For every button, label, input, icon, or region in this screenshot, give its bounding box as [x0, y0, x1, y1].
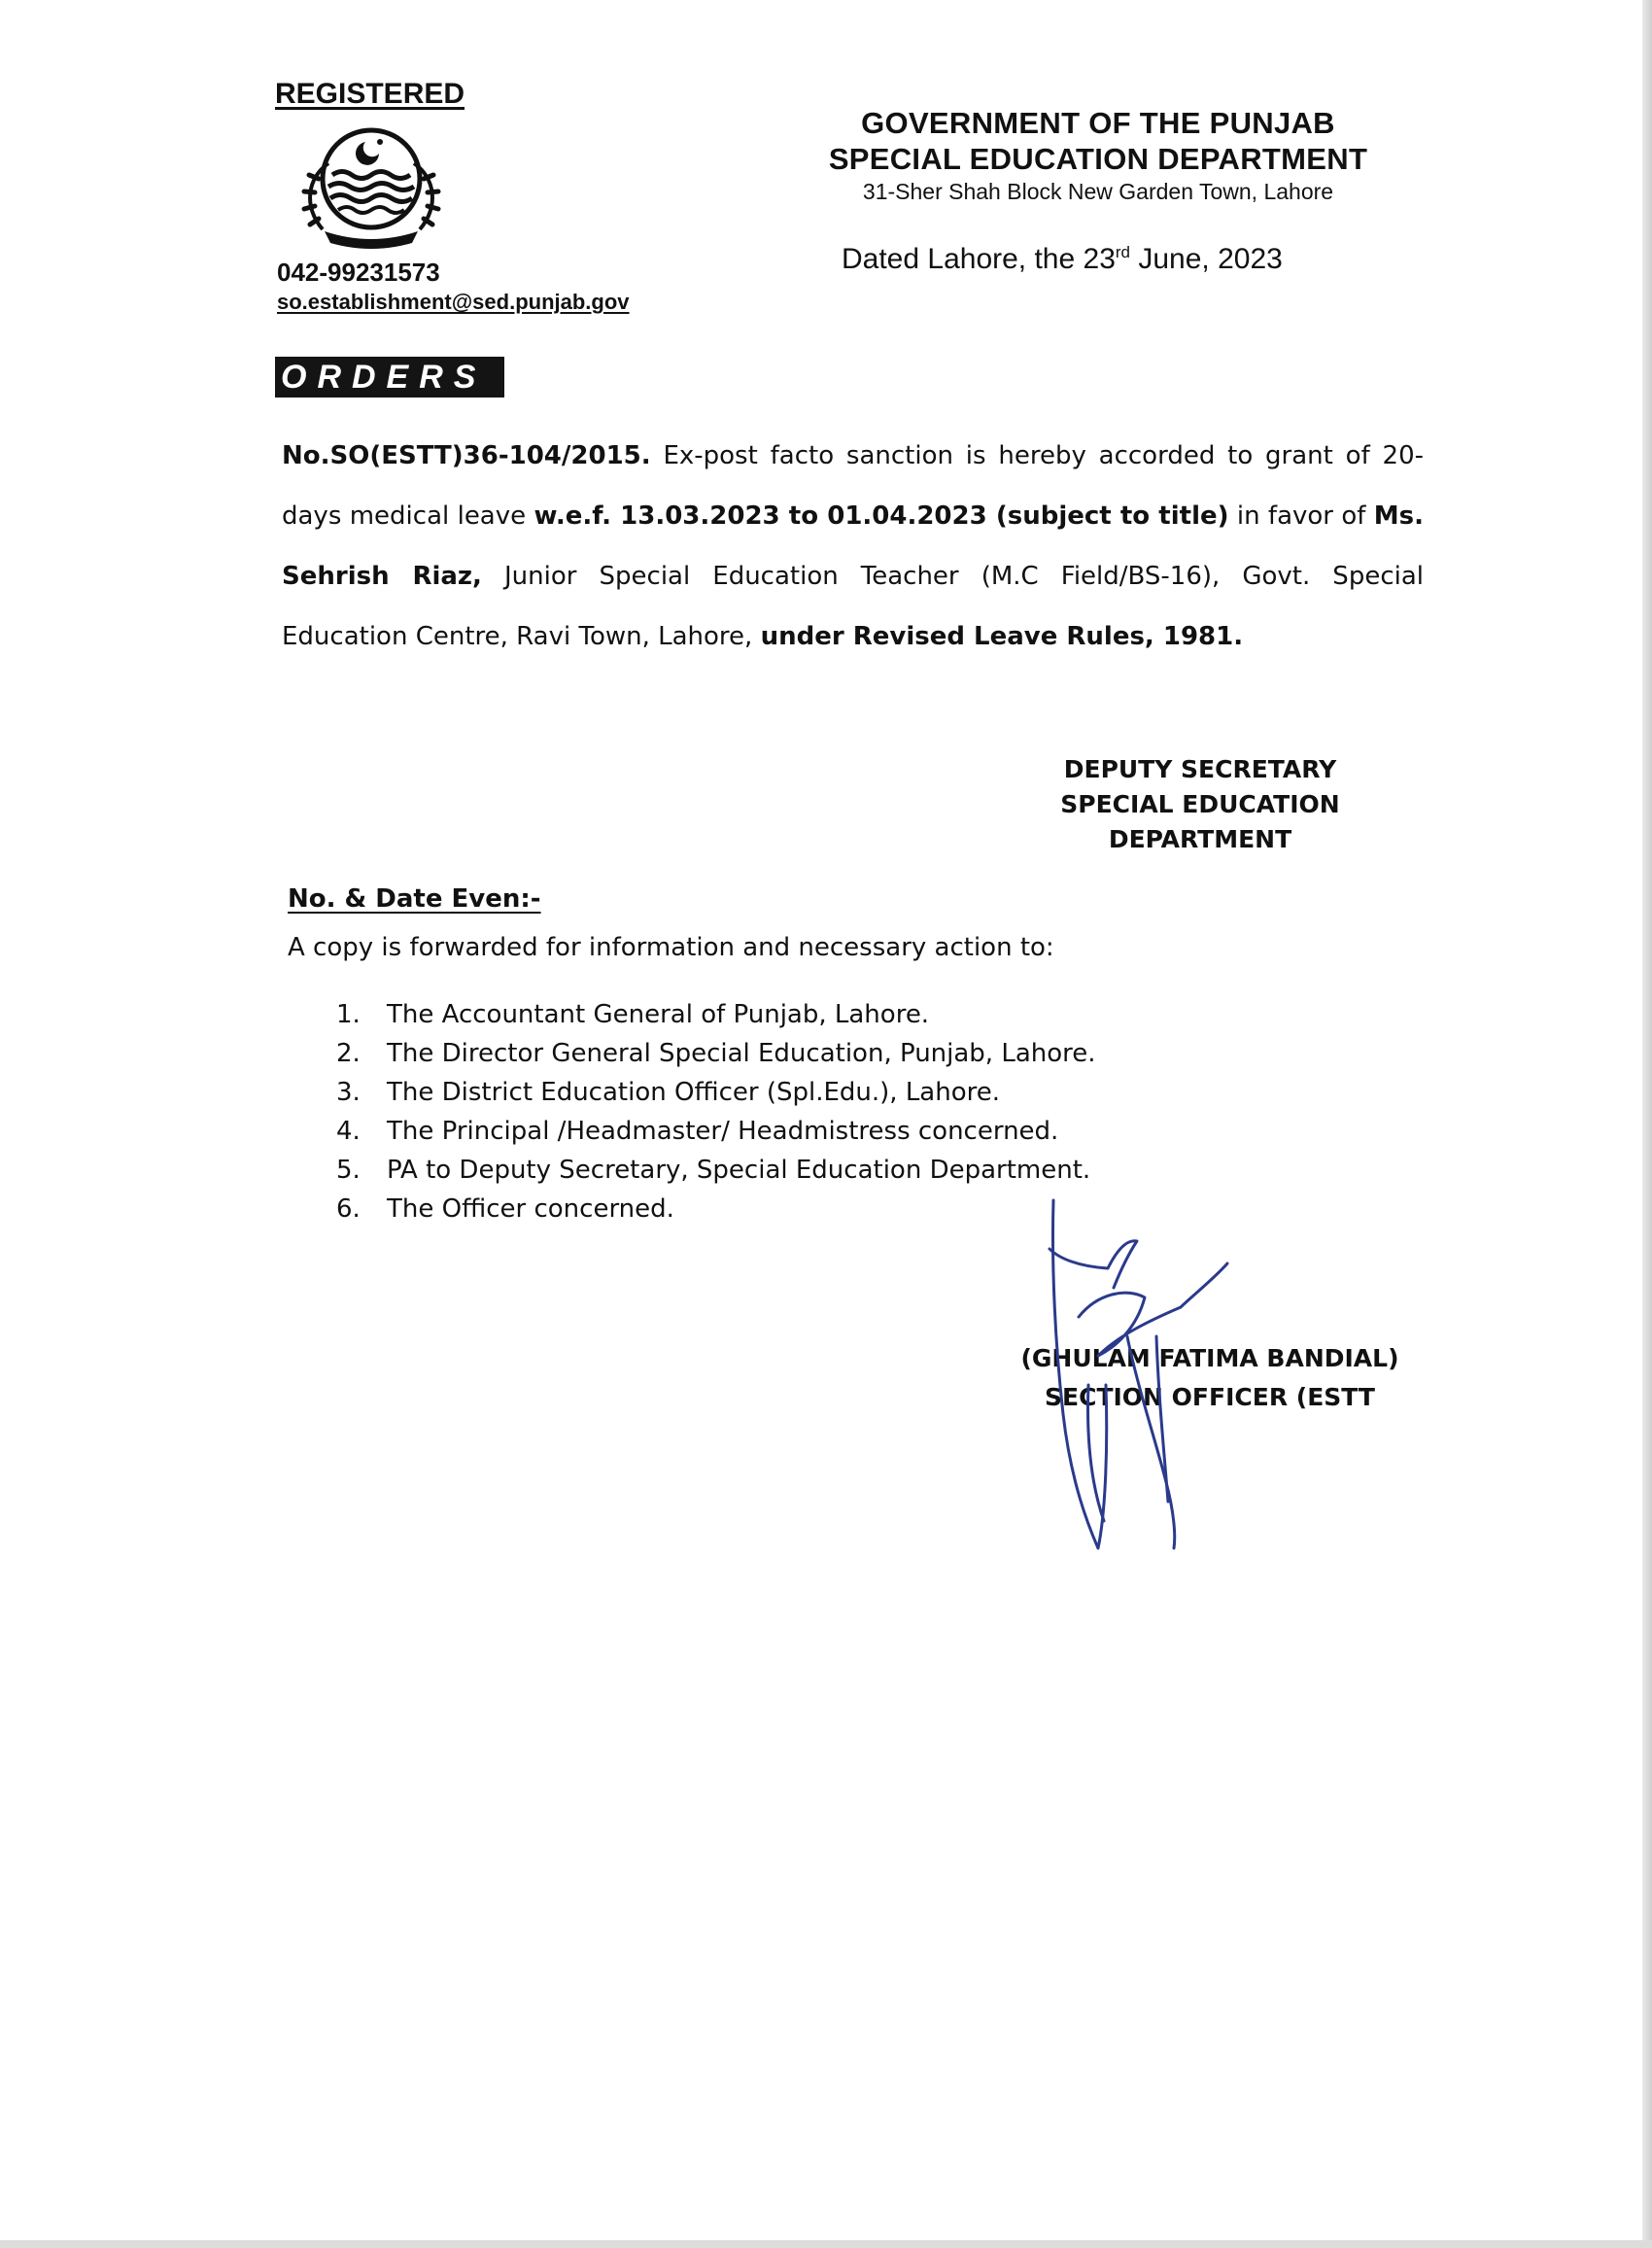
list-number: 3. [336, 1078, 361, 1107]
handwritten-signature [1020, 1191, 1273, 1560]
dated-line [842, 243, 1283, 276]
officer-title: SECTION OFFICER (ESTT [1045, 1383, 1375, 1411]
signatory-line-1: DEPUTY SECRETARY [1063, 755, 1337, 783]
order-paragraph [282, 426, 1424, 667]
dated-rest: June, 2023 [1130, 243, 1283, 275]
leave-rules: under Revised Leave Rules, 1981. [760, 622, 1244, 651]
department-title: SPECIAL EDUCATION DEPARTMENT [828, 142, 1368, 176]
list-number: 5. [336, 1156, 361, 1185]
dated-ordinal: rd [1115, 243, 1131, 261]
list-text: PA to Deputy Secretary, Special Education Department. [387, 1156, 1091, 1185]
punjab-emblem-logo [290, 124, 453, 249]
orders-heading: ORDERS [275, 357, 504, 398]
deputy-secretary-block [1020, 752, 1380, 857]
distribution-list [336, 995, 1096, 1228]
list-text: The Officer concerned. [387, 1194, 674, 1224]
list-item [336, 1190, 1096, 1228]
list-number: 6. [336, 1194, 361, 1224]
copy-forwarded-line: A copy is forwarded for information and necessary action to: [288, 933, 1054, 962]
list-item [336, 1073, 1096, 1112]
signatory-line-3: DEPARTMENT [1108, 825, 1292, 853]
no-date-even-heading: No. & Date Even:- [288, 884, 541, 914]
email-address: so.establishment@sed.punjab.gov [277, 290, 630, 314]
order-text-3: Junior Special Education Teacher (M.C Field/BS-16), Govt. Special Education Centre, Ravi Town, Lahore, [282, 562, 1424, 651]
list-text: The Principal /Headmaster/ Headmistress concerned. [387, 1117, 1059, 1146]
list-number: 1. [336, 1000, 361, 1029]
order-text-2: in favor of [1228, 501, 1374, 531]
list-item [336, 1151, 1096, 1190]
government-title: GOVERNMENT OF THE PUNJAB [861, 106, 1335, 140]
list-item [336, 1034, 1096, 1073]
phone-number: 042-99231573 [277, 258, 440, 287]
order-number: No.SO(ESTT)36-104/2015. [282, 441, 651, 470]
list-text: The Director General Special Education, Punjab, Lahore. [387, 1039, 1096, 1068]
officer-name: (GHULAM FATIMA BANDIAL) [1020, 1344, 1399, 1372]
order-text-1: Ex-post facto sanction is hereby accorded to grant of 20-days medical leave [282, 441, 1424, 531]
list-item [336, 1112, 1096, 1151]
dated-prefix: Dated Lahore, the 23 [842, 243, 1116, 275]
list-item [336, 995, 1096, 1034]
list-text: The District Education Officer (Spl.Edu.), Lahore. [387, 1078, 1000, 1107]
letterhead-header [797, 105, 1399, 206]
signatory-line-2: SPECIAL EDUCATION [1060, 790, 1340, 818]
department-address: 31-Sher Shah Block New Garden Town, Lahore [862, 179, 1334, 204]
leave-period: w.e.f. 13.03.2023 to 01.04.2023 (subject to title) [533, 501, 1229, 531]
list-text: The Accountant General of Punjab, Lahore. [387, 1000, 930, 1029]
employee-name: Ms. Sehrish Riaz, [282, 501, 1425, 591]
page-edge-right [1642, 0, 1652, 2248]
list-number: 2. [336, 1039, 361, 1068]
list-number: 4. [336, 1117, 361, 1146]
page-edge-bottom [0, 2240, 1652, 2248]
registered-label: REGISTERED [275, 78, 465, 110]
